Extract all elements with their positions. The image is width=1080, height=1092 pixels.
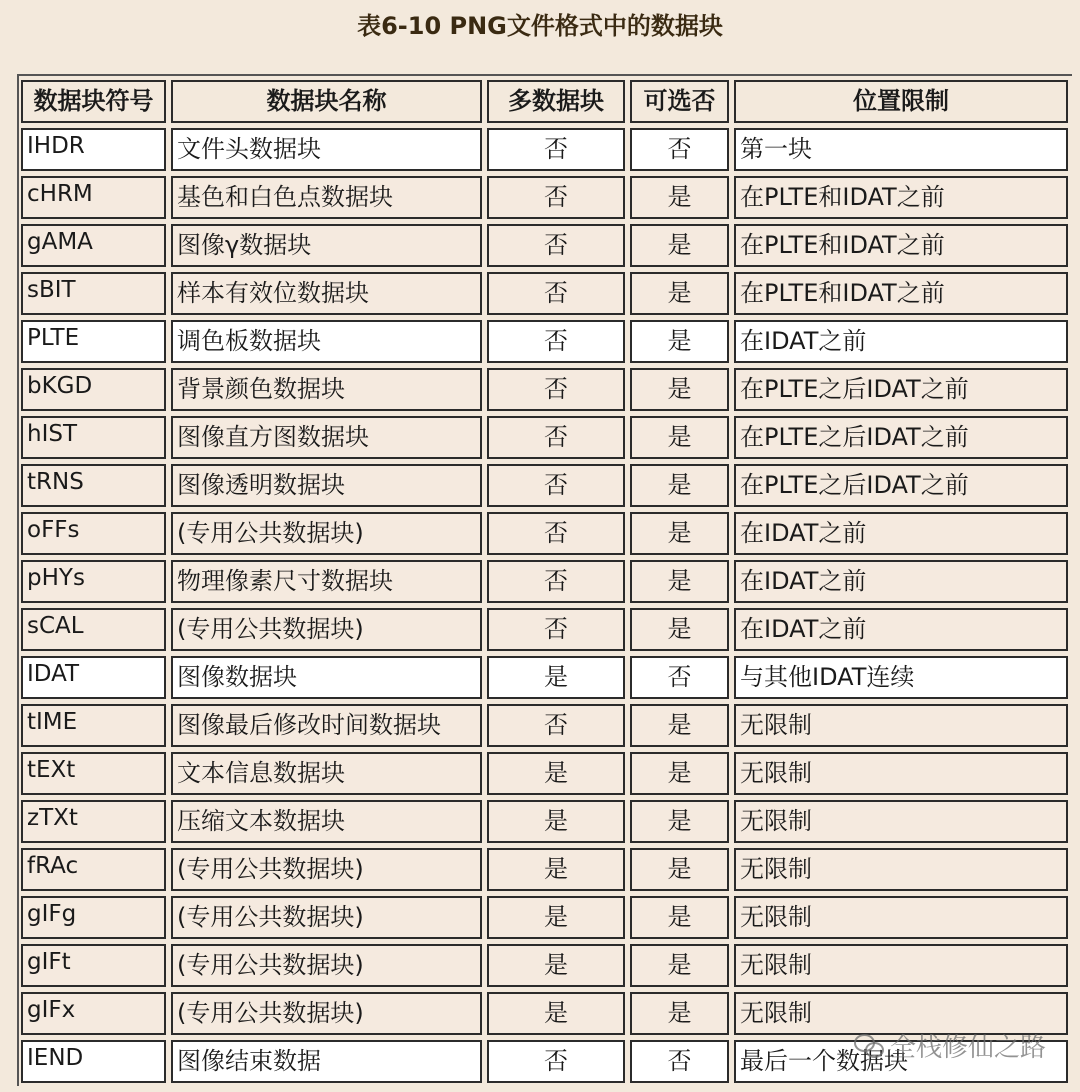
cell-position: 在PLTE和IDAT之前 — [734, 224, 1068, 267]
cell-multi: 否 — [487, 320, 625, 363]
cell-symbol: oFFs — [21, 512, 166, 555]
cell-name: (专用公共数据块) — [171, 512, 482, 555]
cell-multi: 否 — [487, 608, 625, 651]
cell-multi: 是 — [487, 944, 625, 987]
cell-optional: 是 — [630, 896, 729, 939]
cell-position: 第一块 — [734, 128, 1068, 171]
cell-optional: 否 — [630, 656, 729, 699]
cell-multi: 否 — [487, 704, 625, 747]
cell-symbol: tIME — [21, 704, 166, 747]
cell-name: 文件头数据块 — [171, 128, 482, 171]
cell-name: 图像数据块 — [171, 656, 482, 699]
table-row — [21, 992, 1068, 1035]
cell-symbol: IDAT — [21, 656, 166, 699]
cell-optional: 是 — [630, 368, 729, 411]
cell-symbol: IEND — [21, 1040, 166, 1083]
cell-name: (专用公共数据块) — [171, 944, 482, 987]
cell-optional: 是 — [630, 224, 729, 267]
cell-position: 在PLTE之后IDAT之前 — [734, 368, 1068, 411]
cell-position: 在PLTE和IDAT之前 — [734, 272, 1068, 315]
cell-position: 在IDAT之前 — [734, 512, 1068, 555]
cell-position: 在IDAT之前 — [734, 320, 1068, 363]
png-chunk-table — [16, 75, 1073, 1088]
cell-name: 样本有效位数据块 — [171, 272, 482, 315]
cell-name: (专用公共数据块) — [171, 992, 482, 1035]
cell-multi: 否 — [487, 464, 625, 507]
cell-position: 在PLTE之后IDAT之前 — [734, 464, 1068, 507]
table-title: 表6-10 PNG文件格式中的数据块 — [357, 12, 723, 40]
cell-multi: 否 — [487, 1040, 625, 1083]
watermark-text: 全栈修仙之路 — [889, 1033, 1046, 1063]
cell-multi: 否 — [487, 176, 625, 219]
cell-symbol: sCAL — [21, 608, 166, 651]
cell-symbol: gAMA — [21, 224, 166, 267]
cell-symbol: gIFt — [21, 944, 166, 987]
cell-position: 无限制 — [734, 704, 1068, 747]
cell-multi: 否 — [487, 224, 625, 267]
cell-position: 无限制 — [734, 848, 1068, 891]
cell-name: 文本信息数据块 — [171, 752, 482, 795]
table-row — [21, 224, 1068, 267]
cell-optional: 是 — [630, 608, 729, 651]
cell-position: 在IDAT之前 — [734, 608, 1068, 651]
cell-optional: 否 — [630, 1040, 729, 1083]
cell-symbol: bKGD — [21, 368, 166, 411]
table-row — [21, 896, 1068, 939]
cell-position: 最后一个数据块 — [734, 1040, 1068, 1083]
table-row — [21, 368, 1068, 411]
cell-symbol: sBIT — [21, 272, 166, 315]
table-row — [21, 704, 1068, 747]
cell-name: 背景颜色数据块 — [171, 368, 482, 411]
cell-optional: 是 — [630, 704, 729, 747]
table-row — [21, 512, 1068, 555]
cell-symbol: tRNS — [21, 464, 166, 507]
cell-position: 与其他IDAT连续 — [734, 656, 1068, 699]
cell-optional: 是 — [630, 992, 729, 1035]
cell-optional: 否 — [630, 128, 729, 171]
cell-optional: 是 — [630, 800, 729, 843]
cell-name: 图像结束数据 — [171, 1040, 482, 1083]
cell-name: (专用公共数据块) — [171, 608, 482, 651]
cell-multi: 是 — [487, 896, 625, 939]
cell-position: 在PLTE和IDAT之前 — [734, 176, 1068, 219]
cell-multi: 是 — [487, 656, 625, 699]
cell-symbol: IHDR — [21, 128, 166, 171]
cell-symbol: gIFx — [21, 992, 166, 1035]
cell-name: 图像透明数据块 — [171, 464, 482, 507]
cell-position: 在PLTE之后IDAT之前 — [734, 416, 1068, 459]
cell-name: 基色和白色点数据块 — [171, 176, 482, 219]
cell-name: (专用公共数据块) — [171, 896, 482, 939]
table-row — [21, 272, 1068, 315]
cell-symbol: gIFg — [21, 896, 166, 939]
cell-optional: 是 — [630, 944, 729, 987]
cell-optional: 是 — [630, 752, 729, 795]
cell-optional: 是 — [630, 464, 729, 507]
cell-optional: 是 — [630, 176, 729, 219]
cell-optional: 是 — [630, 512, 729, 555]
cell-position: 无限制 — [734, 896, 1068, 939]
cell-multi: 否 — [487, 128, 625, 171]
cell-multi: 否 — [487, 560, 625, 603]
table-row — [21, 944, 1068, 987]
cell-name: 调色板数据块 — [171, 320, 482, 363]
cell-symbol: tEXt — [21, 752, 166, 795]
cell-name: (专用公共数据块) — [171, 848, 482, 891]
table-row — [21, 848, 1068, 891]
header-optional: 可选否 — [630, 80, 729, 123]
header-symbol: 数据块符号 — [21, 80, 166, 123]
cell-optional: 是 — [630, 416, 729, 459]
header-name: 数据块名称 — [171, 80, 482, 123]
cell-multi: 否 — [487, 368, 625, 411]
cell-name: 压缩文本数据块 — [171, 800, 482, 843]
table-row — [21, 608, 1068, 651]
cell-symbol: fRAc — [21, 848, 166, 891]
cell-position: 无限制 — [734, 800, 1068, 843]
table-row — [21, 560, 1068, 603]
cell-multi: 是 — [487, 992, 625, 1035]
cell-name: 物理像素尺寸数据块 — [171, 560, 482, 603]
table-row — [21, 128, 1068, 171]
cell-multi: 否 — [487, 416, 625, 459]
header-position: 位置限制 — [734, 80, 1068, 123]
table-row — [21, 320, 1068, 363]
table-row — [21, 176, 1068, 219]
cell-multi: 是 — [487, 752, 625, 795]
cell-position: 无限制 — [734, 752, 1068, 795]
table-row — [21, 752, 1068, 795]
cell-optional: 是 — [630, 560, 729, 603]
cell-name: 图像最后修改时间数据块 — [171, 704, 482, 747]
cell-symbol: PLTE — [21, 320, 166, 363]
cell-multi: 是 — [487, 848, 625, 891]
cell-name: 图像γ数据块 — [171, 224, 482, 267]
table-row — [21, 1040, 1068, 1083]
cell-symbol: hIST — [21, 416, 166, 459]
cell-multi: 否 — [487, 512, 625, 555]
cell-position: 无限制 — [734, 992, 1068, 1035]
cell-optional: 是 — [630, 320, 729, 363]
cell-symbol: cHRM — [21, 176, 166, 219]
cell-position: 无限制 — [734, 944, 1068, 987]
table-row — [21, 416, 1068, 459]
cell-position: 在IDAT之前 — [734, 560, 1068, 603]
table-row — [21, 800, 1068, 843]
cell-optional: 是 — [630, 848, 729, 891]
cell-symbol: zTXt — [21, 800, 166, 843]
table-row — [21, 656, 1068, 699]
cell-optional: 是 — [630, 272, 729, 315]
cell-multi: 否 — [487, 272, 625, 315]
cell-symbol: pHYs — [21, 560, 166, 603]
header-row — [21, 80, 1068, 123]
table-row — [21, 464, 1068, 507]
cell-multi: 是 — [487, 800, 625, 843]
header-multi: 多数据块 — [487, 80, 625, 123]
cell-name: 图像直方图数据块 — [171, 416, 482, 459]
